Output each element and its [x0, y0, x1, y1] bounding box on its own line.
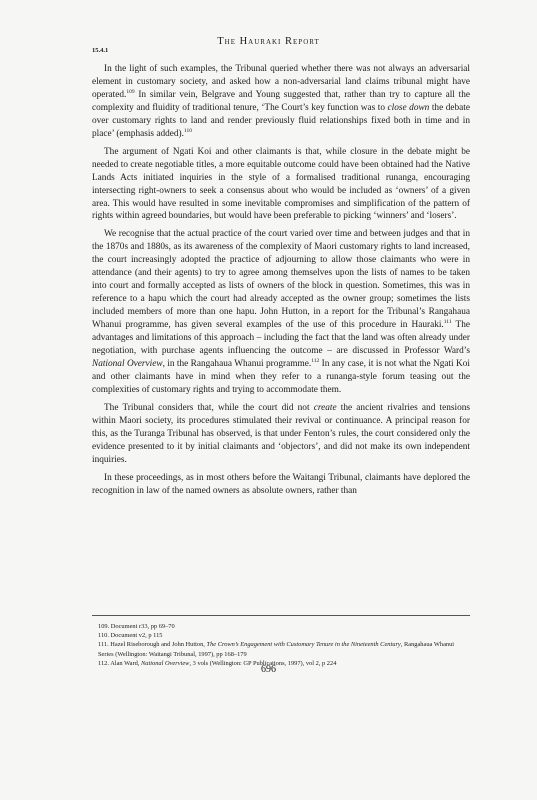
- paragraph-2: The argument of Ngati Koi and other claimants is that, while closure in the debate might be needed to create negotiable titles, a more equitable outcome could have been obtained had the Native Lands Acts initiated inquiries in the style of a formalised traditional runanga, encouraging intersecting right-owners to seek a consensus about who would be included as ‘owners’ of a given area. This would have resulted in some inevitable compromises and simplification of the pattern of rights within agreed boundaries, but would have been preferable to picking ‘winners’ and ‘losers’.: [92, 146, 470, 222]
- section-number: 15.4.1: [92, 47, 109, 54]
- footnote-ref-109[interactable]: 109: [126, 88, 135, 95]
- footnote-109: 109. Document r33, pp 69–70: [98, 623, 175, 630]
- footnote-ref-110[interactable]: 110: [183, 127, 193, 134]
- footnotes: [98, 622, 470, 668]
- footnote-112: 112. Alan Ward, National Overview, 3 vols (Wellington: GP Publications, 1997), vol 2, p 224: [98, 659, 337, 667]
- footnote-ref-112[interactable]: 112: [311, 357, 320, 364]
- page-number: 696: [261, 664, 276, 675]
- paragraph-1: In the light of such examples, the Tribunal queried whether there was not always an adversarial element in customary society, and asked how a non-adversarial land claims tribunal might have operated.$^{109}$ In similar vein, Belgrave and Young suggested that, rather than try to capture all the complexity and fluidity of traditional tenure, ‘The Court’s key function was to close down the debate over customary rights to land and render previously fluid relationships fixed both in time and in place’ (emphasis added).$^{110}$: [92, 64, 470, 139]
- paragraph-3: We recognise that the actual practice of the court varied over time and between judges and that in the 1870s and 1880s, as its awareness of the complexity of Maori customary rights to land increased, the court increasingly adopted the practice of adjourning to allow those claimants who were in attendance (and their agents) to try to agree among themselves upon the lists of names to be taken into court and formally accepted as lists of owners of the block in question. Sometimes, this was in reference to a hapu which the court had already accepted as the owner group; sometimes the lists included members of more than one hapu. John Hutton, in a report for the Tribunal’s Rangahaua Whanui programme, has given several examples of the use of this procedure in Hauraki.$^{111}$ The advantages and limitations of this approach – including the fact that the land was often already under negotiation, with purchase agents influencing the outcome – are discussed in Professor Ward’s National Overview, in the Rangahaua Whanui programme.$^{112}$ In any case, it is not what the Ngati Koi and other claimants have in mind when they refer to a runanga-style forum teasing out the complexities of customary rights and trying to accommodate them.: [92, 229, 470, 395]
- paragraph-4: The Tribunal considers that, while the court did not create the ancient rivalries and tensions within Maori society, its procedures stimulated their revival or continuance. A principal reason for this, as the Turanga Tribunal has observed, is that under Fenton’s rules, the court considered only the evidence presented to it by initial claimants and ‘objectors’, and did not make its own independent inquiries.: [92, 402, 470, 465]
- paragraph-5: In these proceedings, as in most others before the Waitangi Tribunal, claimants have deplored the recognition in law of the named owners as absolute owners, rather than: [92, 472, 470, 496]
- footnote-110: 110. Document v2, p 115: [98, 632, 163, 640]
- footnote-111: 111. Hazel Riseborough and John Hutton, The Crown’s Engagement with Customary Tenure in the Nineteenth Century, Rangahaua Whanui Series (Wellington: Waitangi Tribunal, 1997), pp 168–179: [98, 641, 455, 658]
- body-text: [92, 63, 470, 503]
- footnote-divider: [92, 615, 470, 616]
- running-header: The Hauraki Report: [217, 36, 320, 47]
- footnote-ref-111[interactable]: 111: [443, 319, 452, 326]
